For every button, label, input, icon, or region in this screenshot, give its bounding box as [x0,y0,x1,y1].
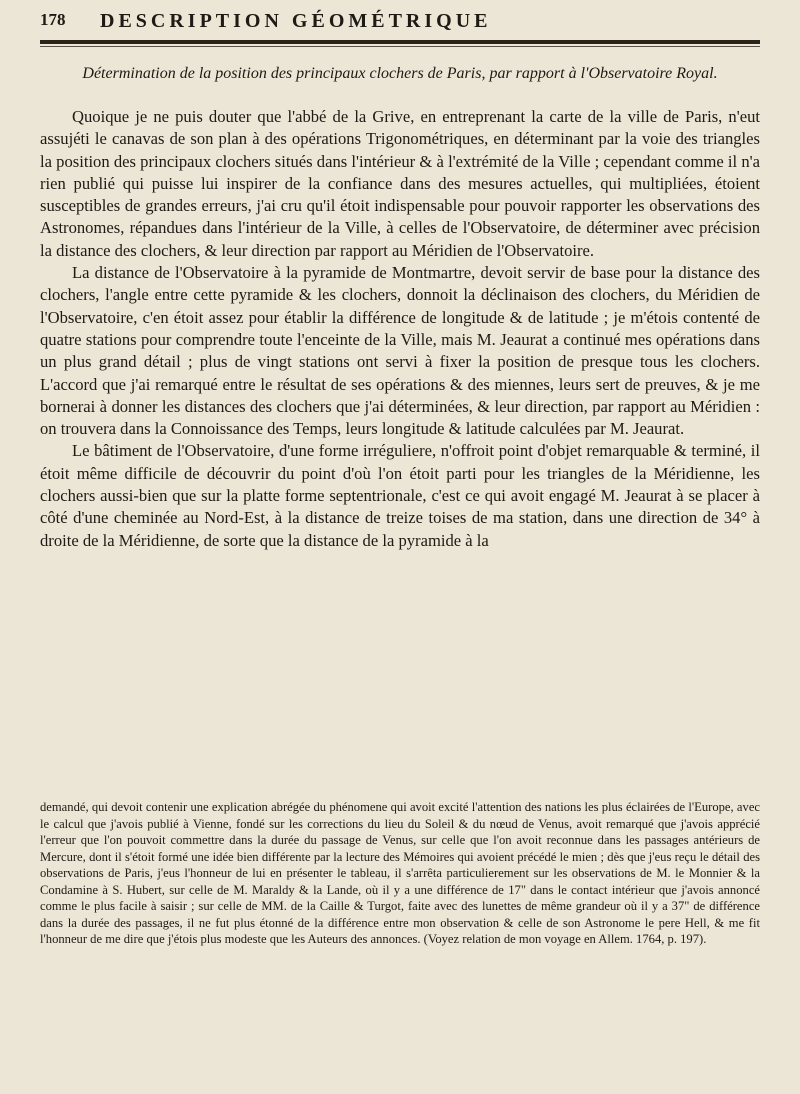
main-text [40,106,760,552]
footnote: demandé, qui devoit contenir une explication abrégée du phénomene qui avoit excité l'attention des nations les plus éclairées de l'Europe, avec le calcul que j'avois publié à Vienne, fondé sur les corrections du lieu du Soleil & du nœud de Venus, avoit remarqué que j'avois apprécié l'erreur que l'on pouvoit commettre dans la durée du passage de Venus, sur celle que l'on avoit reconnue dans les passages antérieurs de Mercure, dont il s'étoit formé une idée bien différente par la lecture des Mémoires qui avoient précédé le mien ; dès que j'eus reçu le détail des observations de Paris, j'eus l'honneur de lui en présenter le tableau, il s'arrêta particulierement sur les observations de M. le Monnier & la Condamine à S. Hubert, sur celle de M. Maraldy & la Lande, où il y a une différence de 17" dans le contact intérieur que j'avois annoncé comme le plus facile à saisir ; sur celle de MM. de la Caille & Turgot, faite avec des lunettes de même grandeur où il y a 37" de différence dans la durée des passages, il ne fut plus étonné de la différence entre mon observation & celle de son Astronome le pere Hell, & me fit l'honneur de me dire que j'étois plus modeste que les Auteurs des annonces. (Voyez relation de mon voyage en Allem. 1764, p. 197). [40,800,760,946]
paragraph: La distance de l'Observatoire à la pyramide de Montmartre, devoit servir de base pour la distance des clochers, l'angle entre cette pyramide & les clochers, donnoit la déclinaison des clochers, du Méridien de l'Observatoire, c'en étoit assez pour établir la différence de longitude & de latitude ; je m'étois contenté de quatre stations pour comprendre toute l'enceinte de la Ville, mais M. Jeaurat a continué mes opérations dans un plus grand détail ; plus de vingt stations ont servi à fixer la position de presque tous les clochers. L'accord que j'ai remarqué entre le résultat de ses opérations & des miennes, leurs sert de preuves, & je me bornerai à donner les distances des clochers que j'ai déterminées, & leur direction, par rapport au Méridien : on trouvera dans la Connoissance des Temps, leurs longitude & latitude calculées par M. Jeaurat. [40,263,760,439]
page-header [40,10,760,40]
section-title: Détermination de la position des principaux clochers de Paris, par rapport à l'Observatoire Royal. [82,65,718,82]
running-title: DESCRIPTION GÉOMÉTRIQUE [100,10,492,32]
paragraph: Le bâtiment de l'Observatoire, d'une forme irréguliere, n'offroit point d'objet remarquable & terminé, il étoit même difficile de découvrir du point d'où l'on étoit parti pour les triangles de la Méridienne, les clochers aussi-bien que sur la platte forme septentrionale, c'est ce qui avoit engagé M. Jeaurat à se placer à côté d'une cheminée au Nord-Est, à la distance de treize toises de ma station, dans une direction de 34° à droite de la Méridienne, de sorte que la distance de la pyramide à la [40,441,760,550]
header-rule-thick [40,40,760,44]
page-number: 178 [40,10,66,29]
header-rule-thin [40,46,760,47]
paragraph: Quoique je ne puis douter que l'abbé de la Grive, en entreprenant la carte de la ville de Paris, n'eut assujéti le canavas de son plan à des opérations Trigonométriques, en déterminant par la voie des triangles la position des principaux clochers situés dans l'intérieur & à l'extrémité de la Ville ; cependant comme il n'a rien publié qui puisse lui inspirer de la confiance dans des mesures actuelles, qui multipliées, étoient susceptibles de grandes erreurs, j'ai cru qu'il étoit indispensable pour pouvoir rapporter les observations des Astronomes, répandues dans l'intérieur de la Ville, à celles de l'Observatoire, de déterminer avec précision la distance des clochers, & leur direction par rapport au Méridien de l'Observatoire. [40,107,760,260]
